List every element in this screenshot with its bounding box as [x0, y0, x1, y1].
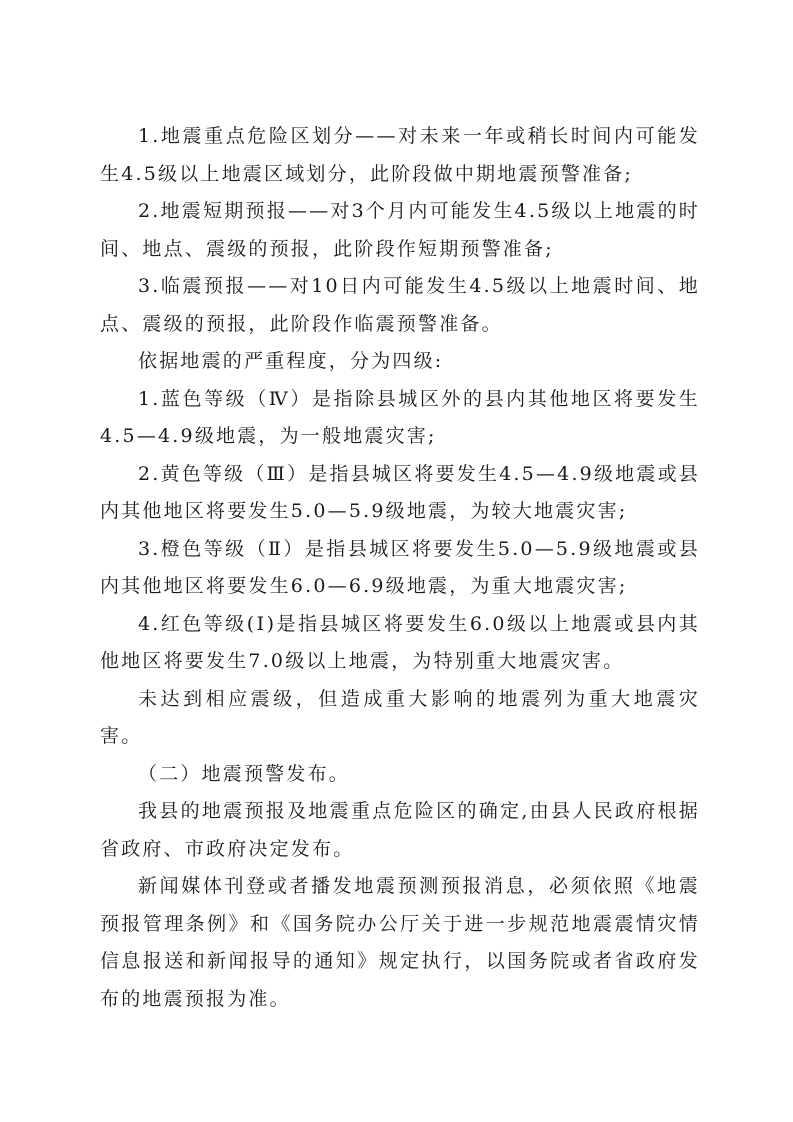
paragraph-level-yellow: 2.黄色等级（Ⅲ）是指县城区将要发生4.5—4.9级地震或县内其他地区将要发生5.0—5.9级地震，为较大地震灾害; — [100, 462, 700, 522]
document-body — [100, 118, 700, 1018]
paragraph-short-term-forecast: 2.地震短期预报——对3个月内可能发生4.5级以上地震的时间、地点、震级的预报，此阶段作短期预警准备; — [100, 200, 700, 260]
paragraph-unreached-magnitude: 未达到相应震级，但造成重大影响的地震列为重大地震灾害。 — [100, 687, 700, 747]
paragraph-level-blue: 1.蓝色等级（Ⅳ）是指除县城区外的县内其他地区将要发生4.5—4.9级地震，为一般地震灾害; — [100, 387, 700, 447]
paragraph-level-red: 4.红色等级(Ⅰ)是指县城区将要发生6.0级以上地震或县内其他地区将要发生7.0级以上地震，为特别重大地震灾害。 — [100, 612, 700, 672]
paragraph-media-rules: 新闻媒体刊登或者播发地震预测预报消息，必须依照《地震预报管理条例》和《国务院办公厅关于进一步规范地震震情灾情信息报送和新闻报导的通知》规定执行，以国务院或者省政府发布的地震预报为准。 — [100, 875, 700, 1010]
paragraph-county-release: 我县的地震预报及地震重点危险区的确定,由县人民政府根据省政府、市政府决定发布。 — [100, 800, 700, 860]
paragraph-level-orange: 3.橙色等级（Ⅱ）是指县城区将要发生5.0—5.9级地震或县内其他地区将要发生6.0—6.9级地震，为重大地震灾害; — [100, 537, 700, 597]
section-heading-warning-release: （二）地震预警发布。 — [138, 762, 351, 785]
paragraph-severity-intro: 依据地震的严重程度，分为四级: — [138, 350, 444, 372]
paragraph-mid-term-warning: 1.地震重点危险区划分——对未来一年或稍长时间内可能发生4.5级以上地震区域划分，此阶段做中期地震预警准备; — [100, 125, 700, 185]
paragraph-imminent-forecast: 3.临震预报——对10日内可能发生4.5级以上地震时间、地点、震级的预报，此阶段作临震预警准备。 — [100, 275, 700, 335]
